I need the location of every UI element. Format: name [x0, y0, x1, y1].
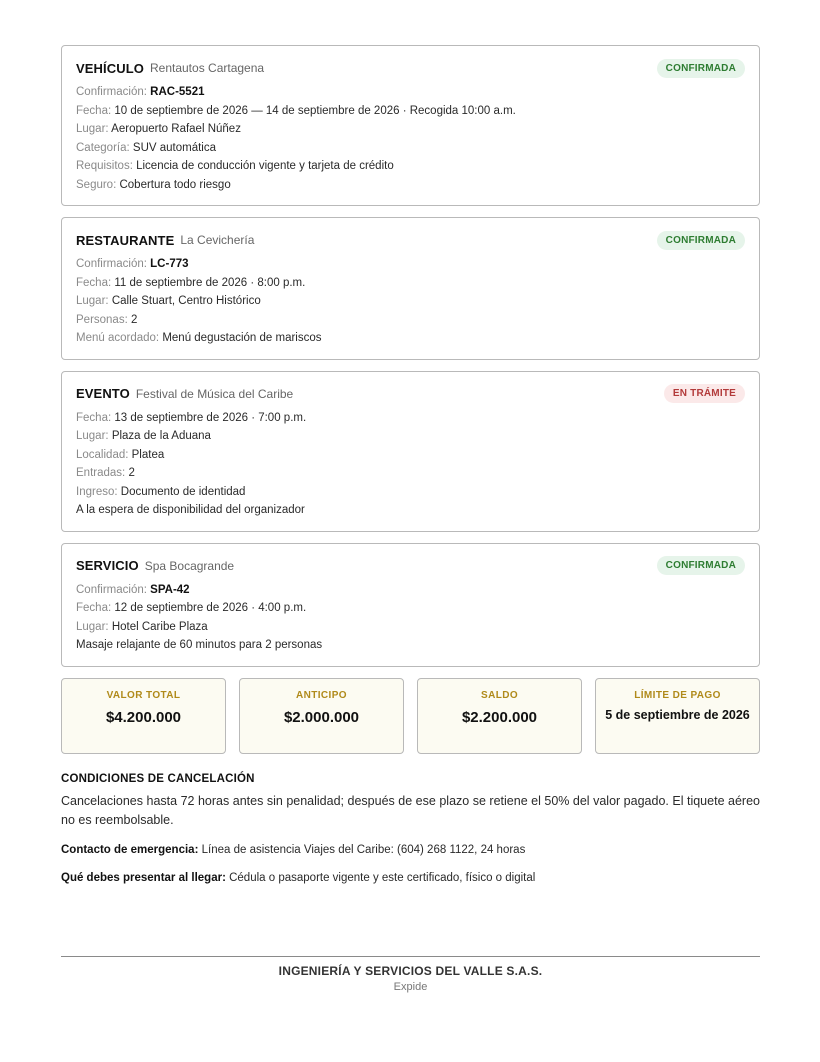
emergency-contact-value: Línea de asistencia Viajes del Caribe: (604) 268 1122, 24 horas [201, 843, 526, 856]
booking-provider: Rentautos Cartagena [149, 61, 265, 75]
booking-detail-line [76, 636, 745, 655]
booking-card-header [76, 557, 745, 575]
signature-footer [61, 956, 760, 993]
detail-value: Masaje relajante de 60 minutos para 2 personas [76, 639, 323, 651]
booking-detail-line [76, 483, 745, 502]
detail-label: Fecha: [76, 104, 112, 117]
detail-label: Fecha: [76, 411, 112, 424]
detail-label: Confirmación: [76, 86, 147, 98]
booking-detail-line [76, 311, 745, 330]
status-badge: CONFIRMADA [657, 59, 745, 78]
booking-card-header [76, 385, 745, 403]
detail-label: Confirmación: [76, 258, 147, 270]
detail-value: Plaza de la Aduana [111, 430, 211, 442]
booking-type: VEHÍCULO [76, 60, 144, 76]
advance-label: ANTICIPO [296, 689, 347, 701]
detail-value: A la espera de disponibilidad del organizador [76, 504, 305, 516]
cancellation-text: Cancelaciones hasta 72 horas antes sin penalidad; después de ese plazo se retiene el 50% del valor pagado. El tiquete aéreo no es reembolsable. [61, 793, 760, 827]
booking-detail-line [76, 102, 745, 121]
booking-detail-line [76, 292, 745, 311]
booking-detail-line [76, 446, 745, 465]
booking-card [61, 45, 760, 206]
booking-detail-line [76, 120, 745, 139]
detail-label: Lugar: [76, 123, 109, 135]
cancellation-title: CONDICIONES DE CANCELACIÓN [61, 772, 255, 785]
detail-value: Menú degustación de mariscos [162, 332, 322, 344]
detail-label: Requisitos: [76, 160, 133, 172]
booking-provider: Spa Bocagrande [144, 558, 235, 573]
booking-card [61, 543, 760, 667]
detail-label: Personas: [76, 313, 128, 326]
booking-detail-line [76, 274, 745, 293]
detail-label: Lugar: [76, 295, 109, 307]
booking-type: SERVICIO [76, 558, 139, 573]
detail-label: Confirmación: [76, 583, 147, 596]
booking-provider: Festival de Música del Caribe [135, 386, 294, 401]
advance-box [239, 678, 404, 754]
status-badge: EN TRÁMITE [664, 384, 745, 403]
payment-summary [61, 678, 760, 754]
payment-deadline-box [595, 678, 760, 754]
booking-detail-line [76, 157, 745, 176]
balance-label: SALDO [481, 689, 518, 701]
booking-detail-line [76, 409, 745, 428]
booking-card-header [76, 59, 745, 77]
document-body [61, 45, 760, 886]
advance-amount: $2.000.000 [283, 708, 360, 726]
emergency-contact-label: Contacto de emergencia: [61, 843, 199, 856]
payment-deadline-label: LÍMITE DE PAGO [634, 689, 721, 701]
booking-card-header [76, 231, 745, 249]
booking-detail-line [76, 176, 745, 195]
booking-type: RESTAURANTE [76, 232, 175, 248]
booking-detail-line [76, 464, 745, 483]
booking-card [61, 371, 760, 532]
detail-value: RAC-5521 [150, 86, 205, 98]
arrival-requirements-value: Cédula o pasaporte vigente y este certificado, físico o digital [229, 871, 536, 884]
detail-value: 2 [128, 467, 135, 479]
detail-label: Seguro: [76, 178, 117, 191]
payment-deadline-value: 5 de septiembre de 2026 [605, 707, 750, 722]
booking-list [61, 45, 760, 667]
issuer-company: INGENIERÍA Y SERVICIOS DEL VALLE S.A.S. [278, 964, 543, 978]
detail-label: Fecha: [76, 276, 112, 289]
status-badge: CONFIRMADA [657, 556, 745, 575]
booking-card [61, 217, 760, 360]
booking-detail-line [76, 329, 745, 348]
booking-detail-line [76, 581, 745, 600]
issuer-caption: Expide [393, 981, 428, 993]
detail-label: Categoría: [76, 141, 130, 154]
booking-detail-line [76, 501, 745, 520]
detail-value: 2 [130, 313, 138, 326]
detail-value: 13 de septiembre de 2026 · 7:00 p.m. [114, 411, 307, 424]
detail-value: SUV automática [132, 141, 217, 154]
detail-value: 12 de septiembre de 2026 · 4:00 p.m. [114, 602, 307, 614]
detail-label: Menú acordado: [76, 332, 160, 344]
total-value-label: VALOR TOTAL [106, 689, 181, 701]
detail-value: 10 de septiembre de 2026 — 14 de septiembre de 2026 · Recogida 10:00 a.m. [114, 104, 516, 117]
detail-value: LC-773 [150, 258, 189, 270]
detail-value: Calle Stuart, Centro Histórico [111, 295, 261, 307]
balance-amount: $2.200.000 [461, 708, 538, 726]
booking-detail-line [76, 83, 745, 102]
detail-label: Lugar: [76, 430, 109, 442]
detail-label: Localidad: [76, 448, 129, 461]
detail-label: Lugar: [76, 620, 109, 633]
detail-value: 11 de septiembre de 2026 · 8:00 p.m. [114, 276, 306, 289]
detail-label: Fecha: [76, 602, 112, 614]
detail-value: Platea [131, 448, 165, 461]
balance-box [417, 678, 582, 754]
detail-value: Hotel Caribe Plaza [111, 620, 208, 633]
detail-value: Cobertura todo riesgo [119, 178, 231, 191]
booking-provider: La Cevichería [180, 233, 255, 247]
emergency-contact [61, 842, 760, 858]
total-value-box [61, 678, 226, 754]
arrival-requirements-label: Qué debes presentar al llegar: [61, 871, 226, 884]
detail-value: Documento de identidad [120, 485, 246, 498]
booking-type: EVENTO [76, 386, 130, 401]
booking-detail-line [76, 618, 745, 637]
detail-value: SPA-42 [150, 583, 190, 596]
booking-detail-line [76, 255, 745, 274]
detail-label: Ingreso: [76, 485, 118, 498]
status-badge: CONFIRMADA [657, 231, 745, 250]
total-value-amount: $4.200.000 [105, 708, 182, 726]
detail-label: Entradas: [76, 467, 126, 479]
booking-detail-line [76, 139, 745, 158]
detail-value: Aeropuerto Rafael Núñez [111, 123, 241, 135]
detail-value: Licencia de conducción vigente y tarjeta de crédito [136, 160, 394, 172]
booking-detail-line [76, 427, 745, 446]
booking-detail-line [76, 599, 745, 618]
arrival-requirements [61, 870, 760, 886]
